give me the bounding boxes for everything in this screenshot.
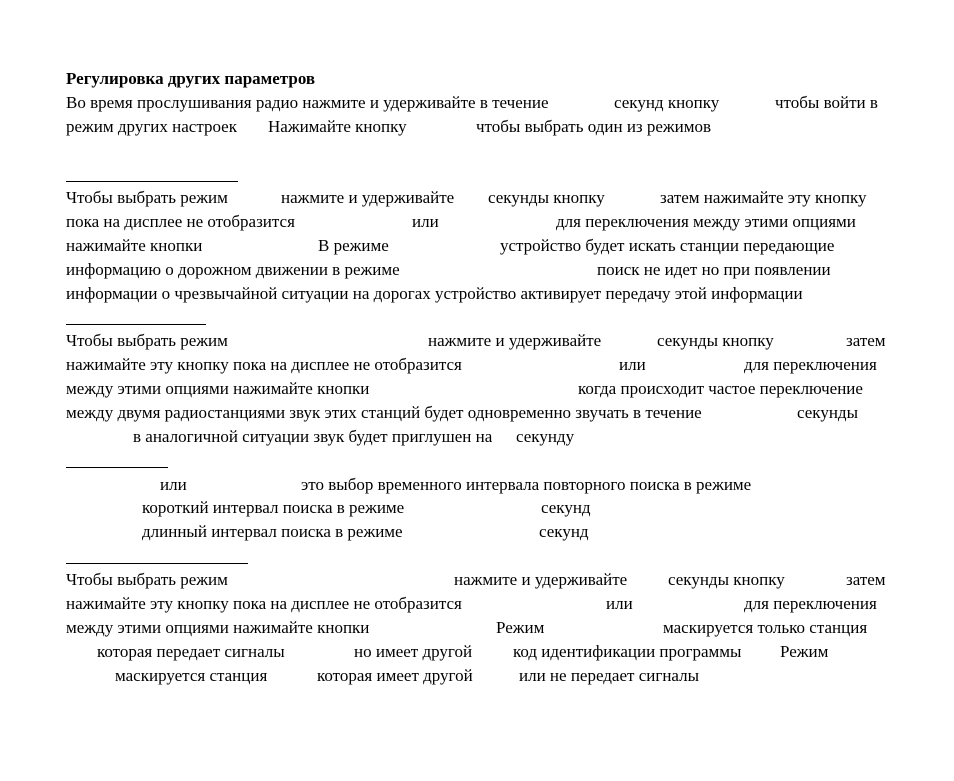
intro-text: секунд кнопку [614, 93, 720, 112]
section1-text: нажимайте кнопки [66, 236, 203, 255]
section3-text: секунд [541, 498, 591, 517]
section4-text: код идентификации программы [513, 642, 742, 661]
section2-text: секунды кнопку [657, 331, 774, 350]
section1-text: поиск не идет но при появлении [597, 260, 831, 279]
section2-text: Чтобы выбрать режим [66, 331, 228, 350]
section2-text: в аналогичной ситуации звук будет приглушен на [133, 427, 493, 446]
section4-text: Режим [780, 642, 829, 661]
section3-text: короткий интервал поиска в режиме [142, 498, 405, 517]
section1-text: устройство будет искать станции передающие [500, 236, 835, 255]
section4-text: затем [846, 570, 886, 589]
page-title: Регулировка других параметров [66, 69, 316, 88]
section2-text: секунду [516, 427, 575, 446]
intro-text: Нажимайте кнопку [268, 117, 407, 136]
section4-text: между этими опциями нажимайте кнопки [66, 618, 370, 637]
section2-text: когда происходит частое переключение [578, 379, 863, 398]
section4-text: Режим [496, 618, 545, 637]
section2-text: нажимайте эту кнопку пока на дисплее не отобразится [66, 355, 462, 374]
section-divider [66, 324, 206, 325]
section2-text: или [619, 355, 646, 374]
section1-text: секунды кнопку [488, 188, 605, 207]
section4-text: которая передает сигналы [97, 642, 285, 661]
section1-text: Чтобы выбрать режим [66, 188, 228, 207]
section2-text: для переключения [744, 355, 877, 374]
intro-text: режим других настроек [66, 117, 237, 136]
section4-text: маскируется станция [115, 666, 268, 685]
section1-text: В режиме [318, 236, 389, 255]
section4-text: для переключения [744, 594, 877, 613]
section4-text: Чтобы выбрать режим [66, 570, 228, 589]
section3-text: длинный интервал поиска в режиме [142, 522, 403, 541]
intro-text: Во время прослушивания радио нажмите и удерживайте в течение [66, 93, 549, 112]
section1-text: или [412, 212, 439, 231]
section3-text: это выбор временного интервала повторного поиска в режиме [301, 475, 752, 494]
section4-text: нажимайте эту кнопку пока на дисплее не отобразится [66, 594, 462, 613]
section-divider [66, 467, 168, 468]
section4-text: или [606, 594, 633, 613]
intro-text: чтобы войти в [775, 93, 878, 112]
section4-text: но имеет другой [354, 642, 473, 661]
section4-text: нажмите и удерживайте [454, 570, 628, 589]
section1-text: информацию о дорожном движении в режиме [66, 260, 400, 279]
section4-text: маскируется только станция [663, 618, 868, 637]
section2-text: затем [846, 331, 886, 350]
intro-text: чтобы выбрать один из режимов [476, 117, 712, 136]
section4-text: которая имеет другой [317, 666, 473, 685]
section2-text: между двумя радиостанциями звук этих станций будет одновременно звучать в течение [66, 403, 702, 422]
section-divider [66, 563, 248, 564]
section-divider [66, 181, 238, 182]
section4-text: или не передает сигналы [519, 666, 700, 685]
section1-text: нажмите и удерживайте [281, 188, 455, 207]
section1-text: пока на дисплее не отобразится [66, 212, 295, 231]
section2-text: секунды [797, 403, 858, 422]
section2-text: нажмите и удерживайте [428, 331, 602, 350]
section3-text: или [160, 475, 187, 494]
section1-text: затем нажимайте эту кнопку [660, 188, 867, 207]
section3-text: секунд [539, 522, 589, 541]
section1-text: информации о чрезвычайной ситуации на дорогах устройство активирует передачу этой информации [66, 284, 803, 303]
section2-text: между этими опциями нажимайте кнопки [66, 379, 370, 398]
section4-text: секунды кнопку [668, 570, 785, 589]
section1-text: для переключения между этими опциями [556, 212, 856, 231]
